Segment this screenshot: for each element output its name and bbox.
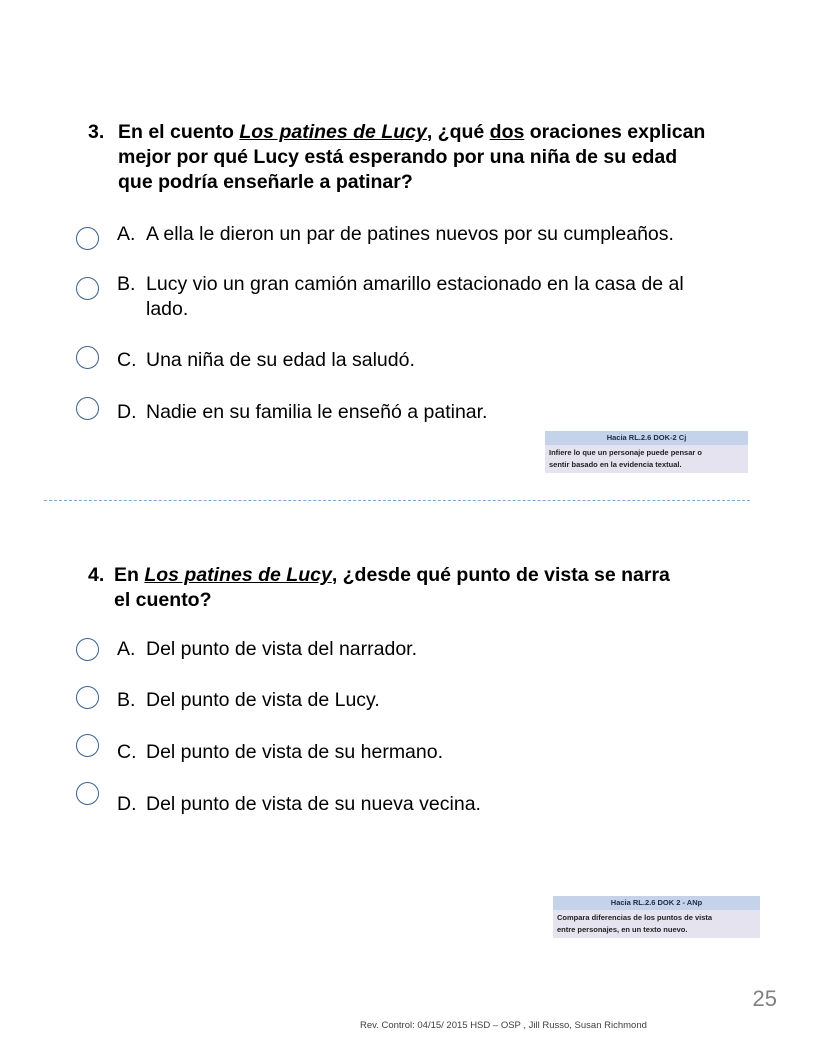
option-letter: C. — [117, 741, 137, 763]
answer-bubble-4c[interactable] — [76, 734, 99, 757]
option-3c — [117, 348, 767, 373]
question-4-prompt — [88, 563, 778, 613]
option-text: A ella le dieron un par de patines nuevos por su cumpleaños. — [146, 223, 674, 245]
standard-description: Infiere lo que un personaje puede pensar o sentir basado en la evidencia textual. — [545, 445, 748, 473]
option-text: Lucy vio un gran camión amarillo estacionado en la casa de al — [146, 273, 684, 295]
answer-bubble-3a[interactable] — [76, 227, 99, 250]
section-divider — [44, 500, 750, 501]
question-4-line-2: el cuento? — [114, 589, 212, 611]
answer-bubble-3c[interactable] — [76, 346, 99, 369]
option-text: Nadie en su familia le enseñó a patinar. — [146, 401, 488, 423]
story-title: Los patines de Lucy — [239, 121, 427, 143]
option-text: Del punto de vista del narrador. — [146, 638, 418, 660]
story-title: Los patines de Lucy — [144, 564, 332, 586]
option-letter: B. — [117, 273, 136, 295]
question-3-line-1: En el cuento Los patines de Lucy, ¿qué dos oraciones explican — [118, 121, 706, 143]
option-4c — [117, 740, 767, 765]
option-letter: D. — [117, 401, 137, 423]
option-text: Del punto de vista de su hermano. — [146, 741, 444, 763]
standard-box-q3 — [545, 431, 748, 473]
option-letter: A. — [117, 638, 136, 660]
question-3-number: 3. — [88, 121, 105, 143]
question-3-line-2: mejor por qué Lucy está esperando por una niña de su edad — [118, 146, 678, 168]
option-letter: D. — [117, 793, 137, 815]
standard-description: Compara diferencias de los puntos de vista entre personajes, en un texto nuevo. — [553, 910, 760, 938]
question-4-line-1: En Los patines de Lucy, ¿desde qué punto de vista se narra — [114, 564, 670, 586]
page-number: 25 — [752, 986, 777, 1011]
option-4b — [117, 688, 767, 713]
answer-bubble-4d[interactable] — [76, 782, 99, 805]
option-3a — [117, 222, 767, 247]
standard-title: Hacia RL.2.6 DOK 2 - ANp — [553, 896, 760, 910]
standard-title: Hacia RL.2.6 DOK-2 Cj — [545, 431, 748, 445]
option-3b — [117, 272, 767, 322]
emphasis-dos: dos — [489, 121, 525, 143]
option-4d — [117, 792, 767, 817]
revision-footer: Rev. Control: 04/15/ 2015 HSD – OSP , Jill Russo, Susan Richmond — [360, 1020, 647, 1031]
option-letter: C. — [117, 349, 137, 371]
option-text-cont: lado. — [146, 298, 189, 320]
answer-bubble-4b[interactable] — [76, 686, 99, 709]
question-4-number: 4. — [88, 564, 105, 586]
option-3d — [117, 400, 767, 425]
answer-bubble-3d[interactable] — [76, 397, 99, 420]
answer-bubble-3b[interactable] — [76, 277, 99, 300]
question-3-prompt — [88, 120, 778, 195]
option-letter: A. — [117, 223, 136, 245]
option-letter: B. — [117, 689, 136, 711]
option-text: Del punto de vista de su nueva vecina. — [146, 793, 481, 815]
question-3-line-3: que podría enseñarle a patinar? — [118, 171, 413, 193]
option-text: Del punto de vista de Lucy. — [146, 689, 380, 711]
answer-bubble-4a[interactable] — [76, 638, 99, 661]
option-text: Una niña de su edad la saludó. — [146, 349, 415, 371]
option-4a — [117, 637, 767, 662]
standard-box-q4 — [553, 896, 760, 938]
